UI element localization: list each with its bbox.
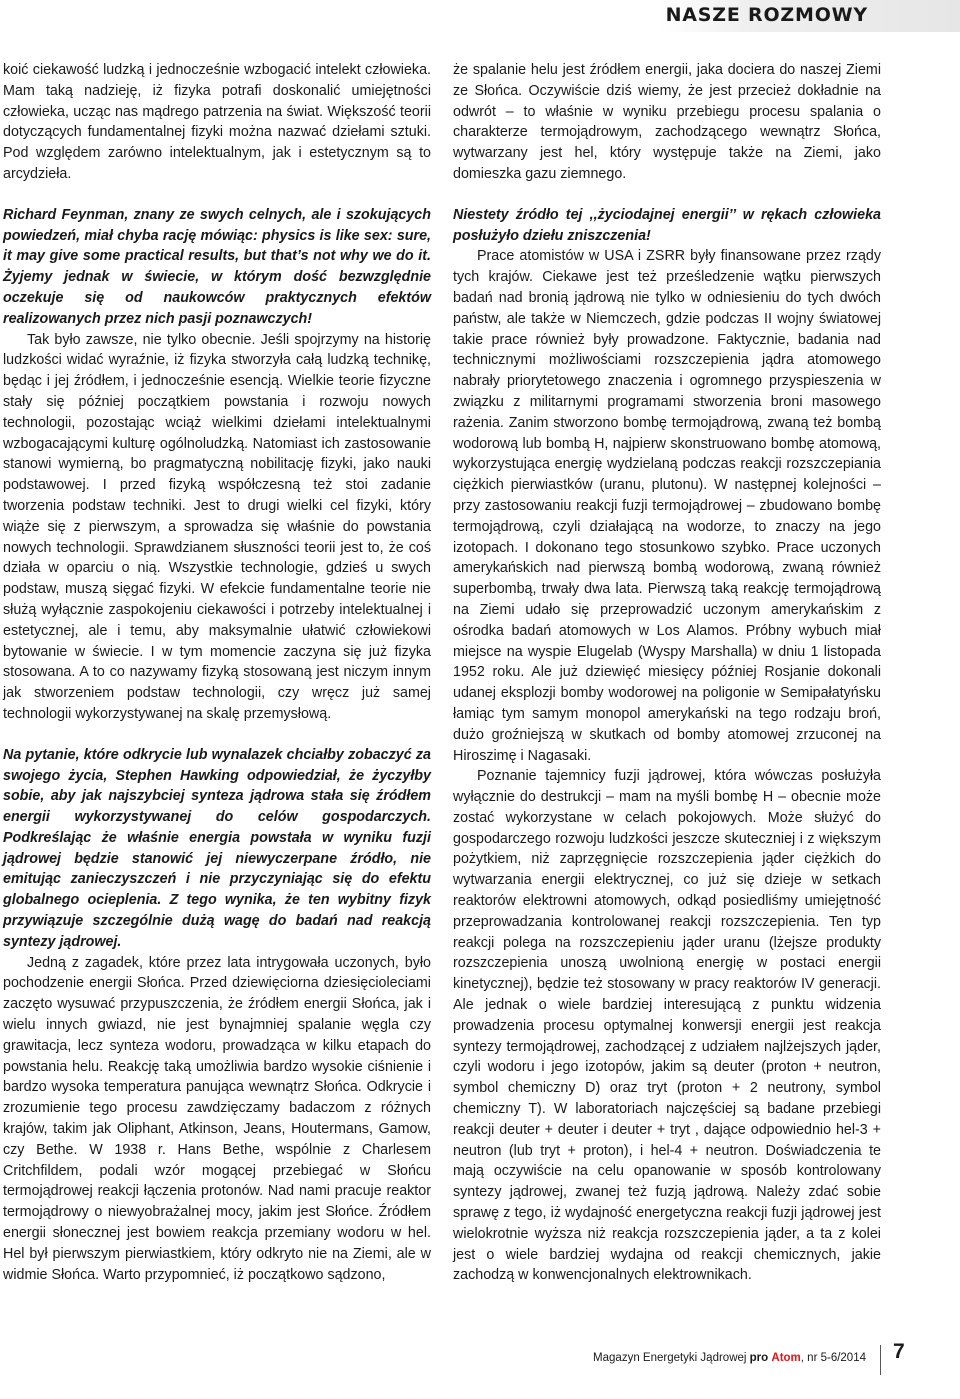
interview-question: Niestety źródło tej ,,życiodajnej energii’’ w rękach człowieka posłużyło dziełu zniszczenia!	[453, 206, 881, 244]
footer-magazine-credit	[593, 1352, 866, 1364]
paragraph: koić ciekawość ludzką i jednocześnie wzbogacić intelekt człowieka. Mam taką nadzieję, iż fizyka potrafi doskonalić umiejętności człowieka, ucząc nas mądrego patrzenia na świat. Większość teorii dotyczących fundamentalnej fizyki można nazwać dziełami sztuki. Pod względem zarówno intelektualnym, jak i estetycznym są to arcydzieła.	[3, 62, 431, 182]
paragraph: Jedną z zagadek, które przez lata intrygowała uczonych, było pochodzenie energii Słońca. Przed dziewięciorna dziesięcioleciami zaczęto wysuwać przypuszczenia, że źródłem energii Słońca, jak i wielu innych gwiazd, nie jest bynajmniej spalanie węgla czy grawitacja, lecz synteza wodoru, prowadząca w kilku etapach do powstania helu. Reakcję taką umożliwia bardzo wysokie ciśnienie i bardzo wysoka temperatura panująca wewnątrz Słońca. Odkrycie i zrozumienie tego procesu zawdzięczamy badaczom z różnych krajów, takim jak Oliphant, Atkinson, Jeans, Houtermans, Gamow, czy Bethe. W 1938 r. Hans Bethe, wspólnie z Charlesem Critchfildem, podali wzór mogącej przebiegać w Słońcu termojądrowej reakcji łączenia protonów. Nad nami pracuje reaktor termojądrowy o niewyobrażalnej mocy, jakim jest Słońce. Źródłem energii słonecznej jest bowiem reakcja przemiany wodoru w hel. Hel był pierwszym pierwiastkiem, który odkryto nie na Ziemi, ale w widmie Słońca. Warto przypomnieć, iż początkowo sądzono,	[3, 954, 431, 1283]
paragraph: Poznanie tajemnicy fuzji jądrowej, która wówczas posłużyła wyłącznie do destrukcji – mam na myśli bombę H – obecnie może zostać wykorzystane w celach pokojowych. Może służyć do gospodarczego rozwoju ludzkości jeszcze skuteczniej i z większym pożytkiem, niż zaprzęgnięcie rozszczepienia jąder ciężkich do wytwarzania energii elektrycznej, co już się dzieje w setkach reaktorów elektrowni atomowych, odkąd posiedliśmy umiejętność przeprowadzania kontrolowanej reakcji rozszczepienia. Ten typ reakcji polega na rozszczepieniu jąder uranu (lżejsze produkty rozszczepienia unoszą uwolnioną energię w postaci energii kinetycznej), będzie też stosowany w pracy reaktorów IV generacji. Ale jednak o wiele bardziej interesującą z punktu widzenia prowadzenia procesu optymalnej konwersji energii jest reakcja syntezy termojądrowej, zachodzącej z udziałem najlżejszych jąder, czyli wodoru i jego izotopów, jakim są deuter (proton + neutron, symbol chemiczny D) oraz tryt (proton + 2 neutrony, symbol chemiczny T). W laboratoriach najczęściej są badane przebiegi reakcji deuter + deuter i deuter + tryt , dające odpowiednio hel-3 + neutron (lub tryt + proton), i hel-4 + neutron. Doświadczenia te mają oczywiście na celu opanowanie w sposób kontrolowany syntezy jądrowej, zwanej też fuzją jądrową. Należy zdać sobie sprawę z tego, iż wydajność energetyczna reakcji fuzji jądrowej jest wielokrotnie wyższa niż reakcja rozszczepienia jąder, a ta z kolei jest o wiele bardziej wydajna od reakcji chemicznych, jakie zachodzą w konwencjonalnych elektrownikach.	[453, 768, 881, 1284]
section-title: NASZE ROZMOWY	[665, 4, 868, 26]
footer-issue: , nr 5-6/2014	[800, 1352, 866, 1364]
paragraph: Tak było zawsze, nie tylko obecnie. Jeśli spojrzymy na historię ludzkości widać wyraźnie, iż fizyka stworzyła całą ludzką technikę, będąc i jej źródłem, i jednocześnie esencją. Wielkie teorie fizyczne stały się później początkiem powstania i rozwoju nowych technologii, pozostając wciąż wielkimi dziełami intelektualnymi wzbogacającymi kulturę ogólnoludzką. Natomiast ich zastosowanie stanowi wymierną, bo pragmatyczną nobilitację fizyki, jako nauki podstawowej. I przed fizyką współczesną też stoi zadanie tworzenia podstaw techniki. Jest to drugi wielki cel fizyki, który wiąże się z pierwszym, a sprowadza się właśnie do powstania nowych technologii. Sprawdzianem słuszności teorii jest to, że coś działa w oparciu o nią. Wszystkie technologie, gdzieś u swych podstaw, muszą sięgać fizyki. W efekcie fundamentalne teorie nie służą wyłącznie zaspokojeniu ciekawości i potrzeby intelektualnej i estetycznej, ale i temu, aby maksymalnie ułatwić człowiekowi bytowanie w świecie. I w tym momencie zaczyna się już fizyka stosowana. A to co nazywamy fizyką stosowaną jest niczym innym jak stworzeniem podstaw technologii, czy wręcz już samej technologii wykorzystywanej na skalę przemysłową.	[3, 331, 431, 722]
interview-question: Richard Feynman, znany ze swych celnych, ale i szokujących powiedzeń, miał chyba rację mówiąc: physics is like sex: sure, it may give some practical results, but that’s not why we do it. Żyjemy jednak w świecie, w którym dość bezwzględnie oczekuje się od naukowców praktycznych efektów realizowanych przez nich pasji poznawczych!	[3, 206, 431, 327]
paragraph: że spalanie helu jest źródłem energii, jaka dociera do naszej Ziemi ze Słońca. Oczywiście dziś wiemy, że jest przecież dokładnie na odwrót – to właśnie w wyniku przebiegu procesu spalania o charakterze termojądrowym, zachodzącego wewnątrz Słońca, wytwarzany jest hel, który występuje także na Ziemi, jako domieszka gazu ziemnego.	[453, 62, 881, 182]
right-column	[453, 60, 881, 1286]
footer-divider	[880, 1345, 881, 1375]
page-number: 7	[893, 1340, 905, 1363]
footer-magazine-name: Magazyn Energetyki Jądrowej	[593, 1352, 750, 1364]
paragraph: Prace atomistów w USA i ZSRR były finansowane przez rządy tych krajów. Ciekawe jest też prześledzenie wątku pierwszych badań nad bronią jądrową nie tylko w odniesieniu do tych dwóch państw, ale także w Niemczech, gdzie podczas II wojny światowej takie prace również były prowadzone. Faktycznie, badania nad technicznymi możliwościami rozszczepienia jądra atomowego nabrały priorytetowego znaczenia i ogromnego przyspieszenia w związku z militarnymi programami stworzenia broni masowego rażenia. Zanim stworzono bombę termojądrową, zwaną też bombą wodorową lub bombą H, najpierw skonstruowano bombę atomową, wykorzystująca energię wydzielaną podczas reakcji rozszczepiania ciężkich pierwiastków (uranu, plutonu). W następnej kolejności – przy zastosowaniu reakcji fuzji termojądrowej – zbudowano bombę termojądrową, czyli działającą na wodorze, to znaczy na jego izotopach. I dokonano tego stosunkowo szybko. Prace uczonych amerykańskich nad pierwszą bombą wodorową, zwaną również superbombą, trwały dwa lata. Pierwszą taką reakcję termojądrową na Ziemi udało się przeprowadzić uczonym amerykańskim z ośrodka badań atomowych w Los Alamos. Próbny wybuch miał miejsce na wyspie Elugelab (Wyspy Marshalla) w dniu 1 listopada 1952 roku. Ale już dziewięć miesięcy później Rosjanie dokonali udanej eksplozji bomby wodorowej na poligonie w Semipałatyńsku łamiąc tym samym monopol amerykański na tego rodzaju broń, dużo groźniejszą w skutkach od bomby atomowej zrzuconej na Hiroszimę i Nagasaki.	[453, 248, 881, 764]
footer-pro: pro	[749, 1352, 769, 1364]
left-column	[3, 60, 431, 1285]
interview-question: Na pytanie, które odkrycie lub wynalazek chciałby zobaczyć za swojego życia, Stephen Hawking odpowiedział, że życzyłby sobie, aby jak najszybciej synteza jądrowa stała się źródłem energii wykorzystywanej do celów gospodarczych. Podkreślając że właśnie energia powstała w wyniku fuzji jądrowej będzie stanowić jej niewyczerpane źródło, nie emitując zanieczyszczeń i nie przyczyniając się do efektu globalnego ocieplenia. Z tego wynika, że ten wybitny fizyk przywiązuje szczególnie dużą wagę do badań nad reakcją syntezy jądrowej.	[3, 746, 431, 950]
footer-atom: Atom	[771, 1352, 801, 1364]
